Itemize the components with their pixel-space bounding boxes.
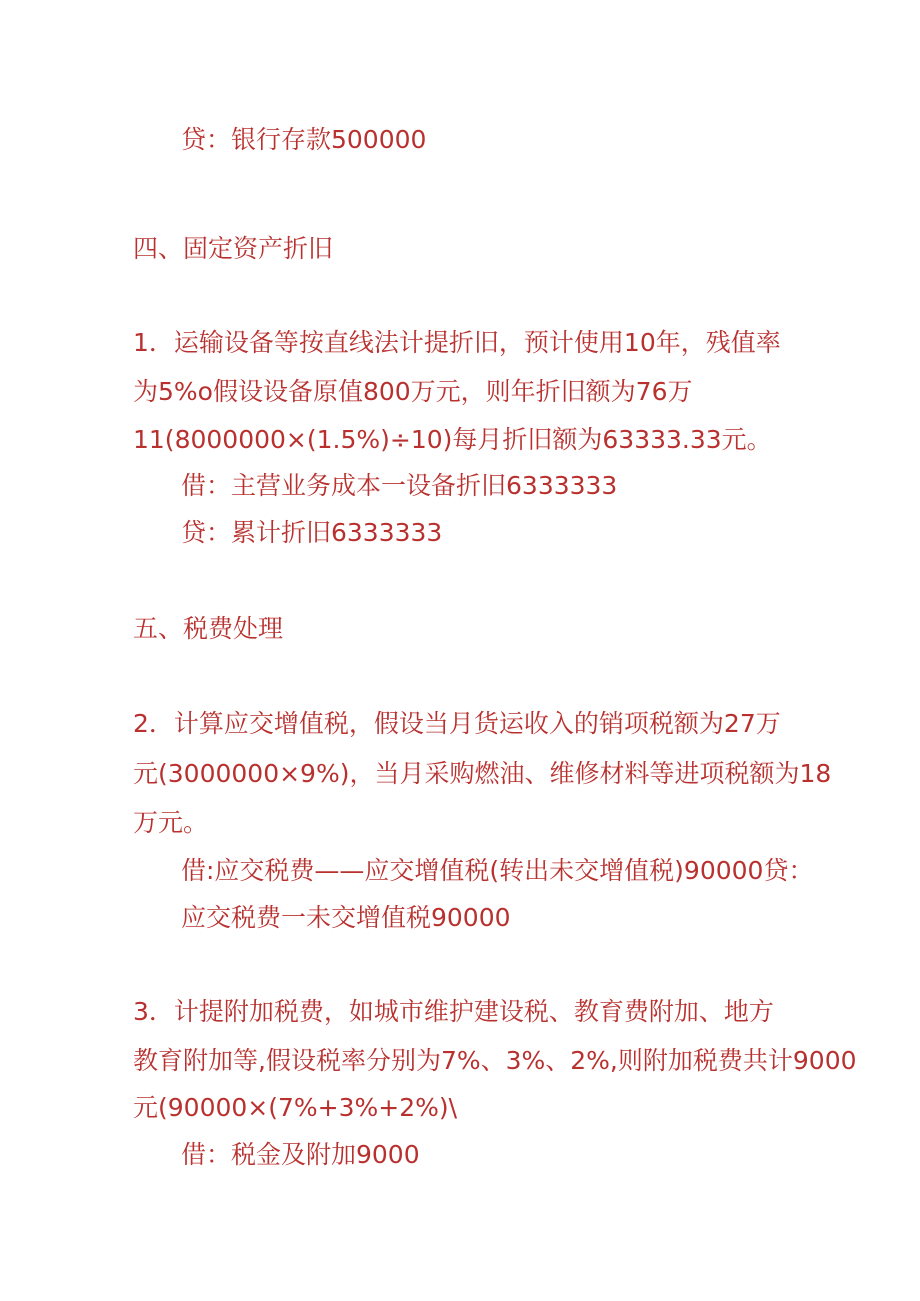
paragraph-line-depreciation-3: 11(8000000×(1.5%)÷10)每月折旧额为63333.33元。 <box>133 425 772 454</box>
paragraph-line-surcharge-1: 3．计提附加税费，如城市维护建设税、教育费附加、地方 <box>133 997 774 1026</box>
paragraph-line-vat-2: 元(3000000×9%)，当月采购燃油、维修材料等进项税额为18 <box>133 759 832 788</box>
entry-debit-depreciation: 借：主营业务成本一设备折旧6333333 <box>181 471 618 500</box>
paragraph-line-depreciation-2: 为5%o假设设备原值800万元，则年折旧额为76万 <box>133 377 693 406</box>
entry-vat-line-2: 应交税费一未交增值税90000 <box>181 903 511 932</box>
section-heading-fixed-asset-depreciation: 四、固定资产折旧 <box>133 234 334 263</box>
paragraph-line-surcharge-2: 教育附加等,假设税率分别为7%、3%、2%,则附加税费共计9000 <box>133 1046 857 1075</box>
text-line-bank-deposit-credit: 贷：银行存款500000 <box>181 125 427 154</box>
paragraph-line-vat-3: 万元。 <box>133 808 209 837</box>
paragraph-line-surcharge-3: 元(90000×(7%+3%+2%)\ <box>133 1093 458 1122</box>
section-heading-tax-processing: 五、税费处理 <box>133 614 284 643</box>
entry-credit-accumulated-depreciation: 贷：累计折旧6333333 <box>181 518 443 547</box>
paragraph-line-vat-1: 2．计算应交增值税，假设当月货运收入的销项税额为27万 <box>133 709 781 738</box>
entry-tax-surcharge-debit: 借：税金及附加9000 <box>181 1140 420 1169</box>
entry-vat-line-1: 借:应交税费——应交增值税(转出未交增值税)90000贷： <box>181 856 814 885</box>
paragraph-line-depreciation-1: 1．运输设备等按直线法计提折旧，预计使用10年，残值率 <box>133 328 781 357</box>
